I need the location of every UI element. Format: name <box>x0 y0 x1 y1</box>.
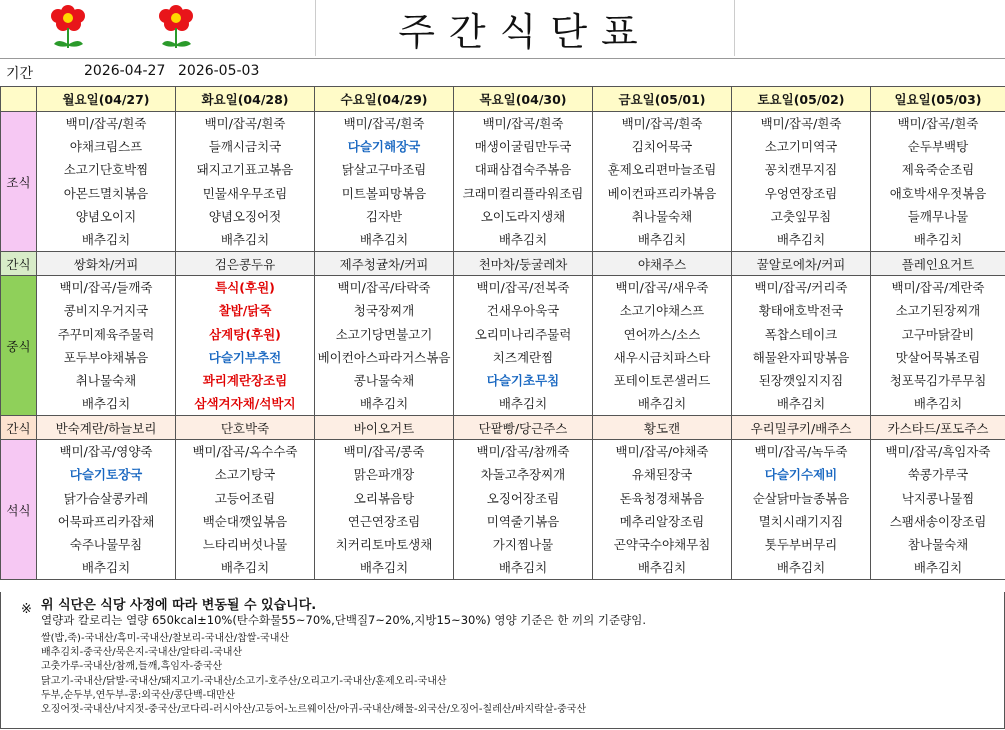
menu-item: 소고기단호박찜 <box>63 162 149 178</box>
menu-item: 고춧잎무침 <box>770 208 832 224</box>
menu-item: 가지찜나물 <box>492 537 554 552</box>
menu-item: 배추김치 <box>81 231 131 247</box>
menu-item: 청국장찌개 <box>353 303 415 319</box>
snack-cell: 바이오거트 <box>315 416 454 440</box>
menu-item: 다슬기해장국 <box>347 139 421 155</box>
period-row <box>0 58 1005 87</box>
origin-line: 쌀(밥,죽)-국내산/흑미-국내산/찰보리-국내산/찹쌀-국내산 <box>41 633 290 644</box>
menu-item: 백미/잡곡/흰죽 <box>343 116 425 131</box>
period-end: 2026-05-03 <box>178 63 260 79</box>
menu-item: 김치어묵국 <box>631 139 693 155</box>
snack-cell: 천마차/둥굴레차 <box>454 252 593 276</box>
flower-icon <box>42 4 102 54</box>
snack-cell: 쌍화차/커피 <box>37 252 176 276</box>
menu-cell <box>732 112 871 252</box>
menu-item: 애호박새우젓볶음 <box>889 185 987 201</box>
menu-cell <box>871 112 1005 252</box>
menu-item: 백미/잡곡/커리죽 <box>754 280 848 296</box>
menu-item: 백미/잡곡/야채죽 <box>615 444 709 460</box>
menu-item: 소고기된장찌개 <box>895 303 981 319</box>
menu-cell <box>37 440 176 580</box>
page-title: 주간식단표 <box>315 0 735 56</box>
header <box>0 0 1005 58</box>
meal-label-snack: 간식 <box>1 416 37 440</box>
menu-item: 소고기당면불고기 <box>335 326 433 342</box>
origin-line: 고춧가루-국내산/참깨,들깨,흑임자-중국산 <box>41 661 223 673</box>
note-line: 열량과 칼로리는 열량 650kcal±10%(탄수화물55~70%,단백질7~20%,지방15~30%) 영양 기준은 한 끼의 기준량임. <box>41 613 646 627</box>
menu-item: 아몬드멸치볶음 <box>63 185 149 201</box>
menu-cell <box>593 112 732 252</box>
menu-cell <box>315 112 454 252</box>
origin-line: 배추김치-중국산/묵은지-국내산/알타리-국내산 <box>41 647 243 659</box>
menu-item: 숙주나물무침 <box>69 537 143 552</box>
day-header: 토요일(05/02) <box>732 87 871 112</box>
snack-cell: 플레인요거트 <box>871 252 1005 276</box>
menu-item: 대패삼겹숙주볶음 <box>474 162 572 178</box>
menu-item: 배추김치 <box>81 396 131 412</box>
snack-cell: 우리밀쿠키/배주스 <box>732 416 871 440</box>
meal-label-snack: 간식 <box>1 252 37 276</box>
menu-item: 배추김치 <box>359 231 409 247</box>
menu-item: 배추김치 <box>637 231 687 247</box>
menu-item: 배추김치 <box>81 560 131 576</box>
menu-item: 크래미컬리플라워조림 <box>462 185 584 201</box>
menu-item: 백미/잡곡/흑임자죽 <box>885 444 991 460</box>
menu-cell <box>454 276 593 416</box>
menu-item: 들깨시금치국 <box>208 139 282 155</box>
lunch-row <box>1 276 1005 416</box>
menu-item: 베이컨파프리카볶음 <box>607 185 717 201</box>
dinner-row <box>1 440 1005 580</box>
menu-item: 포테이토콘샐러드 <box>613 372 711 388</box>
menu-item: 배추김치 <box>220 231 270 247</box>
menu-item: 콩나물숙채 <box>353 372 415 388</box>
menu-item: 백미/잡곡/흰죽 <box>897 116 979 131</box>
note-mark: ※ <box>21 602 32 617</box>
menu-item: 삼색겨자채/석박지 <box>194 396 296 412</box>
menu-item: 배추김치 <box>359 396 409 412</box>
menu-cell <box>176 440 315 580</box>
menu-item: 참나물숙채 <box>907 537 969 552</box>
meal-label-lunch: 중식 <box>1 276 37 416</box>
menu-item: 우엉연장조림 <box>764 185 838 201</box>
menu-item: 곤약국수야채무침 <box>613 537 711 552</box>
menu-item: 오징어장조림 <box>486 490 560 506</box>
menu-item: 배추김치 <box>776 231 826 247</box>
menu-item: 치커리토마토생채 <box>335 537 433 552</box>
menu-item: 연근연장조림 <box>347 513 421 529</box>
menu-item: 맛살어묵볶조림 <box>895 349 981 365</box>
menu-item: 백순대깻잎볶음 <box>202 513 288 529</box>
menu-item: 배추김치 <box>776 396 826 412</box>
menu-item: 백미/잡곡/들깨죽 <box>59 280 153 296</box>
menu-item: 낙지콩나물찜 <box>901 490 975 506</box>
menu-item: 소고기탕국 <box>214 467 276 483</box>
origin-line: 두부,순두부,연두부-콩:외국산/콩단백-대만산 <box>41 689 236 701</box>
menu-item: 백미/잡곡/참깨죽 <box>476 444 570 460</box>
menu-item: 삼계탕(후원) <box>209 326 281 342</box>
menu-item: 유채된장국 <box>631 467 693 483</box>
snack-cell: 검은콩두유 <box>176 252 315 276</box>
menu-item: 백미/잡곡/새우죽 <box>615 280 709 296</box>
menu-item: 배추김치 <box>913 231 963 247</box>
menu-item: 백미/잡곡/계란죽 <box>891 280 985 296</box>
menu-item: 배추김치 <box>776 560 826 576</box>
menu-item: 양념오이지 <box>75 208 137 224</box>
snack-cell: 단팥빵/당근주스 <box>454 416 593 440</box>
snack-cell: 황도캔 <box>593 416 732 440</box>
menu-item: 느타리버섯나물 <box>202 537 288 552</box>
menu-item: 고구마닭갈비 <box>901 326 975 342</box>
menu-cell <box>37 112 176 252</box>
notes-section <box>0 592 1005 729</box>
menu-item: 배추김치 <box>498 396 548 412</box>
menu-item: 주꾸미제육주물럭 <box>57 326 155 342</box>
menu-item: 포두부야채볶음 <box>63 349 149 365</box>
menu-item: 톳두부버무리 <box>764 537 838 552</box>
menu-item: 꽁치캔무지짐 <box>764 162 838 178</box>
menu-item: 닭가슴살콩카레 <box>63 490 149 506</box>
menu-cell <box>593 276 732 416</box>
menu-item: 매생이굴림만두국 <box>474 139 572 155</box>
day-header: 목요일(04/30) <box>454 87 593 112</box>
origin-line: 닭고기-국내산/닭발-국내산/돼지고기-국내산/소고기-호주산/오리고기-국내산/훈제오리-국내산 <box>41 675 447 687</box>
snack-cell: 제주청귤차/커피 <box>315 252 454 276</box>
menu-item: 백미/잡곡/옥수수죽 <box>192 444 298 460</box>
corner-cell <box>1 87 37 112</box>
snack-cell: 카스타드/포도주스 <box>871 416 1005 440</box>
period-start: 2026-04-27 <box>84 63 166 79</box>
note-line: 위 식단은 식당 사정에 따라 변동될 수 있습니다. <box>41 598 317 613</box>
menu-item: 훈제오리편마늘조림 <box>607 162 717 178</box>
day-header-row <box>1 87 1005 112</box>
menu-item: 양념오징어젓 <box>208 208 282 224</box>
menu-item: 백미/잡곡/흰죽 <box>65 116 147 131</box>
flower-icon <box>150 4 210 54</box>
snack-cell: 야채주스 <box>593 252 732 276</box>
menu-item: 쑥콩가루국 <box>907 467 969 483</box>
menu-item: 백미/잡곡/타락죽 <box>337 280 431 296</box>
menu-table <box>0 86 1005 580</box>
menu-item: 백미/잡곡/녹두죽 <box>754 444 848 460</box>
snack2-row <box>1 416 1005 440</box>
day-header: 일요일(05/03) <box>871 87 1005 112</box>
menu-item: 다슬기수제비 <box>764 467 838 483</box>
menu-item: 배추김치 <box>220 560 270 576</box>
menu-item: 백미/잡곡/전복죽 <box>476 280 570 296</box>
menu-item: 멸치시래기지짐 <box>758 513 844 529</box>
menu-cell <box>176 112 315 252</box>
menu-item: 배추김치 <box>913 560 963 576</box>
menu-item: 새우시금치파스타 <box>613 349 711 365</box>
menu-item: 소고기미역국 <box>764 139 838 155</box>
menu-item: 배추김치 <box>498 231 548 247</box>
menu-item: 미트볼피망볶음 <box>341 185 427 201</box>
menu-item: 건새우아욱국 <box>486 303 560 319</box>
menu-item: 오리볶음탕 <box>353 490 415 506</box>
menu-item: 순살닭마늘종볶음 <box>752 490 850 506</box>
menu-item: 닭살고구마조림 <box>341 162 427 178</box>
menu-cell <box>37 276 176 416</box>
meal-label-dinner: 석식 <box>1 440 37 580</box>
menu-item: 야채크림스프 <box>69 139 143 155</box>
menu-item: 스팸새송이장조림 <box>889 513 987 529</box>
menu-item: 청포묵김가루무침 <box>889 372 987 388</box>
menu-item: 백미/잡곡/흰죽 <box>482 116 564 131</box>
menu-item: 폭찹스테이크 <box>764 326 838 342</box>
menu-item: 고등어조림 <box>214 490 276 506</box>
origin-list <box>41 632 586 717</box>
menu-item: 베이컨아스파라거스볶음 <box>317 349 451 365</box>
menu-item: 취나물숙채 <box>631 208 693 224</box>
menu-item: 백미/잡곡/콩죽 <box>343 444 425 460</box>
snack-cell: 꿀알로에차/커피 <box>732 252 871 276</box>
meal-label-breakfast: 조식 <box>1 112 37 252</box>
menu-item: 제육죽순조림 <box>901 162 975 178</box>
menu-item: 돼지고기표고볶음 <box>196 162 294 178</box>
menu-item: 다슬기부추전 <box>208 349 282 365</box>
origin-line: 오징어젓-국내산/낙지젓-중국산/코다리-러시아산/고등어-노르웨이산/아귀-국내산/해물-외국산/오징어-칠레산/바지락살-중국산 <box>41 704 587 716</box>
menu-cell <box>871 276 1005 416</box>
menu-item: 특식(후원) <box>215 280 275 296</box>
menu-item: 배추김치 <box>913 396 963 412</box>
menu-item: 백미/잡곡/흰죽 <box>204 116 286 131</box>
menu-item: 어묵파프리카잡채 <box>57 513 155 529</box>
menu-item: 백미/잡곡/흰죽 <box>621 116 703 131</box>
snack-cell: 반숙계란/하늘보리 <box>37 416 176 440</box>
period-label: 기간 <box>6 66 34 82</box>
menu-item: 취나물숙채 <box>75 372 137 388</box>
menu-item: 배추김치 <box>498 560 548 576</box>
menu-item: 배추김치 <box>637 396 687 412</box>
day-header: 화요일(04/28) <box>176 87 315 112</box>
menu-item: 연어까스/소스 <box>623 326 701 342</box>
menu-item: 해물완자피망볶음 <box>752 349 850 365</box>
menu-item: 소고기야채스프 <box>619 303 705 319</box>
menu-item: 찰밥/닭죽 <box>218 303 272 319</box>
snack1-row <box>1 252 1005 276</box>
snack-cell: 단호박죽 <box>176 416 315 440</box>
day-header: 수요일(04/29) <box>315 87 454 112</box>
menu-item: 오이도라지생채 <box>480 208 566 224</box>
day-header: 월요일(04/27) <box>37 87 176 112</box>
menu-cell <box>593 440 732 580</box>
menu-cell <box>454 112 593 252</box>
menu-item: 김자반 <box>365 208 403 224</box>
menu-cell <box>732 440 871 580</box>
menu-item: 민물새우무조림 <box>202 185 288 201</box>
menu-item: 백미/잡곡/흰죽 <box>760 116 842 131</box>
menu-item: 오리미나리주물럭 <box>474 326 572 342</box>
menu-item: 메추리알장조림 <box>619 513 705 529</box>
menu-item: 배추김치 <box>359 560 409 576</box>
breakfast-row <box>1 112 1005 252</box>
menu-item: 맑은파개장 <box>353 467 415 483</box>
menu-item: 들깨무나물 <box>907 208 969 224</box>
menu-item: 미역줄기볶음 <box>486 513 560 529</box>
menu-cell <box>454 440 593 580</box>
menu-cell <box>315 440 454 580</box>
menu-item: 다슬기초무침 <box>486 372 560 388</box>
menu-item: 꽈리계란장조림 <box>202 372 288 388</box>
menu-cell <box>176 276 315 416</box>
menu-item: 콩비지우거지국 <box>63 303 149 319</box>
menu-cell <box>871 440 1005 580</box>
menu-item: 배추김치 <box>637 560 687 576</box>
menu-item: 차돌고추장찌개 <box>480 467 566 483</box>
menu-item: 순두부백탕 <box>907 139 969 155</box>
menu-item: 백미/잡곡/영양죽 <box>59 444 153 460</box>
menu-item: 황태애호박전국 <box>758 303 844 319</box>
menu-item: 된장깻잎지지짐 <box>758 372 844 388</box>
day-header: 금요일(05/01) <box>593 87 732 112</box>
menu-item: 돈육청경채볶음 <box>619 490 705 506</box>
menu-cell <box>732 276 871 416</box>
menu-item: 다슬기토장국 <box>69 467 143 483</box>
menu-item: 치즈계란찜 <box>492 349 554 365</box>
menu-cell <box>315 276 454 416</box>
